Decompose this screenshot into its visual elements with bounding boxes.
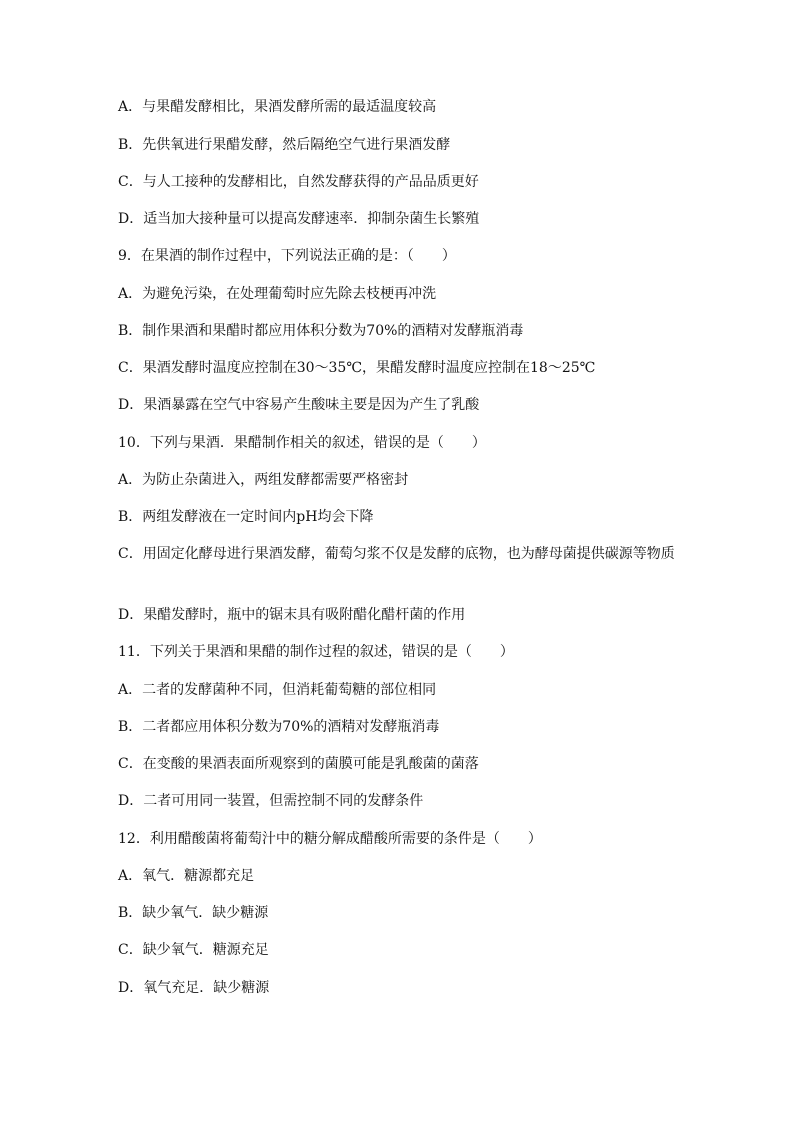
q9-stem: 9．在果酒的制作过程中，下列说法正确的是：（ ）: [118, 248, 456, 264]
q11-option-c: C．在变酸的果酒表面所观察到的菌膜可能是乳酸菌的菌落: [118, 756, 479, 772]
q10-stem: 10．下列与果酒．果醋制作相关的叙述，错误的是（ ）: [118, 435, 486, 451]
q10-option-d: D．果醋发酵时，瓶中的锯末具有吸附醋化醋杆菌的作用: [118, 607, 466, 623]
q12-stem: 12．利用醋酸菌将葡萄汁中的糖分解成醋酸所需要的条件是（ ）: [118, 831, 542, 847]
q9-option-d: D．果酒暴露在空气中容易产生酸味主要是因为产生了乳酸: [118, 397, 480, 413]
q10-option-a: A．为防止杂菌进入，两组发酵都需要严格密封: [118, 472, 409, 488]
q10-option-b: B．两组发酵液在一定时间内pH均会下降: [118, 509, 374, 525]
q9-option-b: B．制作果酒和果醋时都应用体积分数为70%的酒精对发酵瓶消毒: [118, 323, 524, 339]
q12-option-b: B．缺少氧气．缺少糖源: [118, 905, 269, 921]
q11-option-a: A．二者的发酵菌种不同，但消耗葡萄糖的部位相同: [118, 682, 437, 698]
q9-option-a: A．为避免污染，在处理葡萄时应先除去枝梗再冲洗: [118, 286, 437, 302]
q12-option-c: C．缺少氧气．糖源充足: [118, 942, 269, 958]
q12-option-d: D．氧气充足．缺少糖源: [118, 980, 270, 996]
q12-option-a: A．氧气．糖源都充足: [118, 868, 255, 884]
q8-option-a: A．与果醋发酵相比，果酒发酵所需的最适温度较高: [118, 99, 437, 115]
q8-option-d: D．适当加大接种量可以提高发酵速率．抑制杂菌生长繁殖: [118, 211, 480, 227]
q11-option-b: B．二者都应用体积分数为70%的酒精对发酵瓶消毒: [118, 719, 440, 735]
q11-stem: 11．下列关于果酒和果醋的制作过程的叙述，错误的是（ ）: [118, 644, 514, 660]
q8-option-b: B．先供氧进行果醋发酵，然后隔绝空气进行果酒发酵: [118, 137, 451, 153]
q11-option-d: D．二者可用同一装置，但需控制不同的发酵条件: [118, 793, 424, 809]
q10-option-c: C．用固定化酵母进行果酒发酵，葡萄匀浆不仅是发酵的底物，也为酵母菌提供碳源等物质: [118, 546, 675, 562]
q9-option-c: C．果酒发酵时温度应控制在30～35℃，果醋发酵时温度应控制在18～25℃: [118, 360, 596, 376]
q8-option-c: C．与人工接种的发酵相比，自然发酵获得的产品品质更好: [118, 174, 479, 190]
